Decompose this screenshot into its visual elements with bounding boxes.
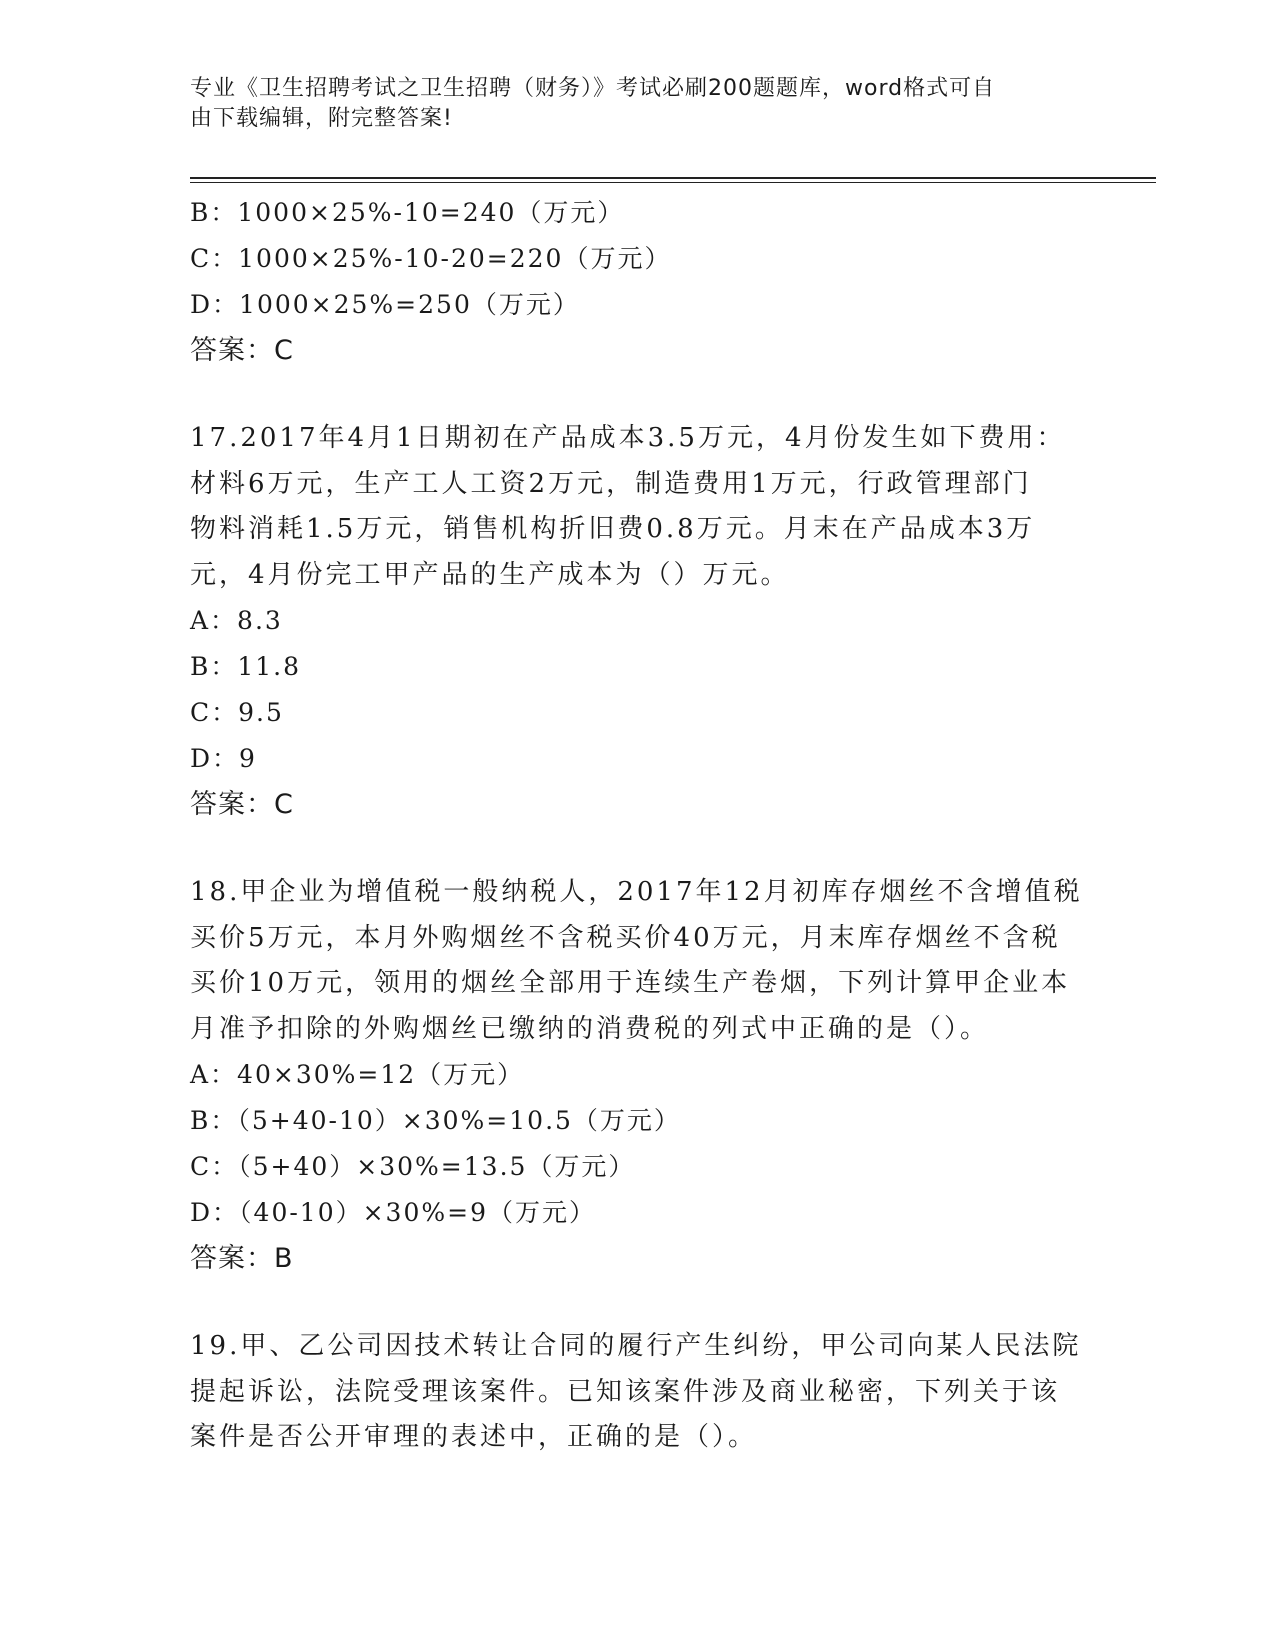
question-16-options (190, 190, 1090, 328)
question-text-line: 元，4月份完工甲产品的生产成本为（）万元。 (190, 559, 790, 590)
option-d: D：（40-10）×30%=9（万元） (190, 1198, 596, 1227)
question-text-line: 物料消耗1.5万元，销售机构折旧费0.8万元。月末在产品成本3万 (190, 514, 1036, 544)
option-a: A：8.3 (190, 606, 283, 635)
option-b: B：11.8 (190, 652, 302, 681)
question-19-text (190, 1324, 1090, 1461)
question-text-line: 17.2017年4月1日期初在产品成本3.5万元，4月份发生如下费用： (190, 423, 1066, 453)
question-text-line: 月准予扣除的外购烟丝已缴纳的消费税的列式中正确的是（）。 (190, 1013, 990, 1044)
option-d: D：9 (190, 744, 257, 773)
header-line-1: 专业《卫生招聘考试之卫生招聘（财务）》考试必刷200题题库，word格式可自 (190, 76, 996, 101)
question-text-line: 19.甲、乙公司因技术转让合同的履行产生纠纷，甲公司向某人民法院 (190, 1331, 1082, 1361)
option-c: C：1000×25%-10-20=220（万元） (190, 244, 672, 273)
question-17-options (190, 598, 1090, 782)
header-rule-thin (190, 182, 1156, 183)
option-c: C：9.5 (190, 698, 284, 727)
question-text-line: 提起诉讼，法院受理该案件。已知该案件涉及商业秘密，下列关于该 (190, 1376, 1061, 1407)
question-18-answer: 答案：B (190, 1243, 294, 1274)
question-text-line: 买价5万元，本月外购烟丝不含税买价40万元，月末库存烟丝不含税 (190, 922, 1061, 953)
question-text-line: 买价10万元，领用的烟丝全部用于连续生产卷烟，下列计算甲企业本 (190, 968, 1071, 998)
question-16-answer: 答案：C (190, 335, 294, 366)
header-line-2: 由下载编辑，附完整答案! (190, 106, 453, 131)
question-text-line: 材料6万元，生产工人工资2万元，制造费用1万元，行政管理部门 (190, 468, 1032, 499)
question-text-line: 18.甲企业为增值税一般纳税人，2017年12月初库存烟丝不含增值税 (190, 877, 1083, 907)
document-body (190, 190, 1090, 1461)
option-b: B：（5+40-10）×30%=10.5（万元） (190, 1106, 681, 1135)
question-18-text (190, 870, 1090, 1052)
question-18-options (190, 1052, 1090, 1236)
option-c: C：（5+40）×30%=13.5（万元） (190, 1152, 636, 1181)
question-17-answer: 答案：C (190, 789, 294, 820)
question-text-line: 案件是否公开审理的表述中，正确的是（）。 (190, 1422, 758, 1452)
option-b: B：1000×25%-10=240（万元） (190, 198, 625, 227)
option-d: D：1000×25%=250（万元） (190, 290, 580, 319)
question-17-text (190, 416, 1090, 598)
header-rule-thick (190, 177, 1156, 179)
document-header (190, 74, 1070, 134)
option-a: A：40×30%=12（万元） (190, 1060, 525, 1089)
